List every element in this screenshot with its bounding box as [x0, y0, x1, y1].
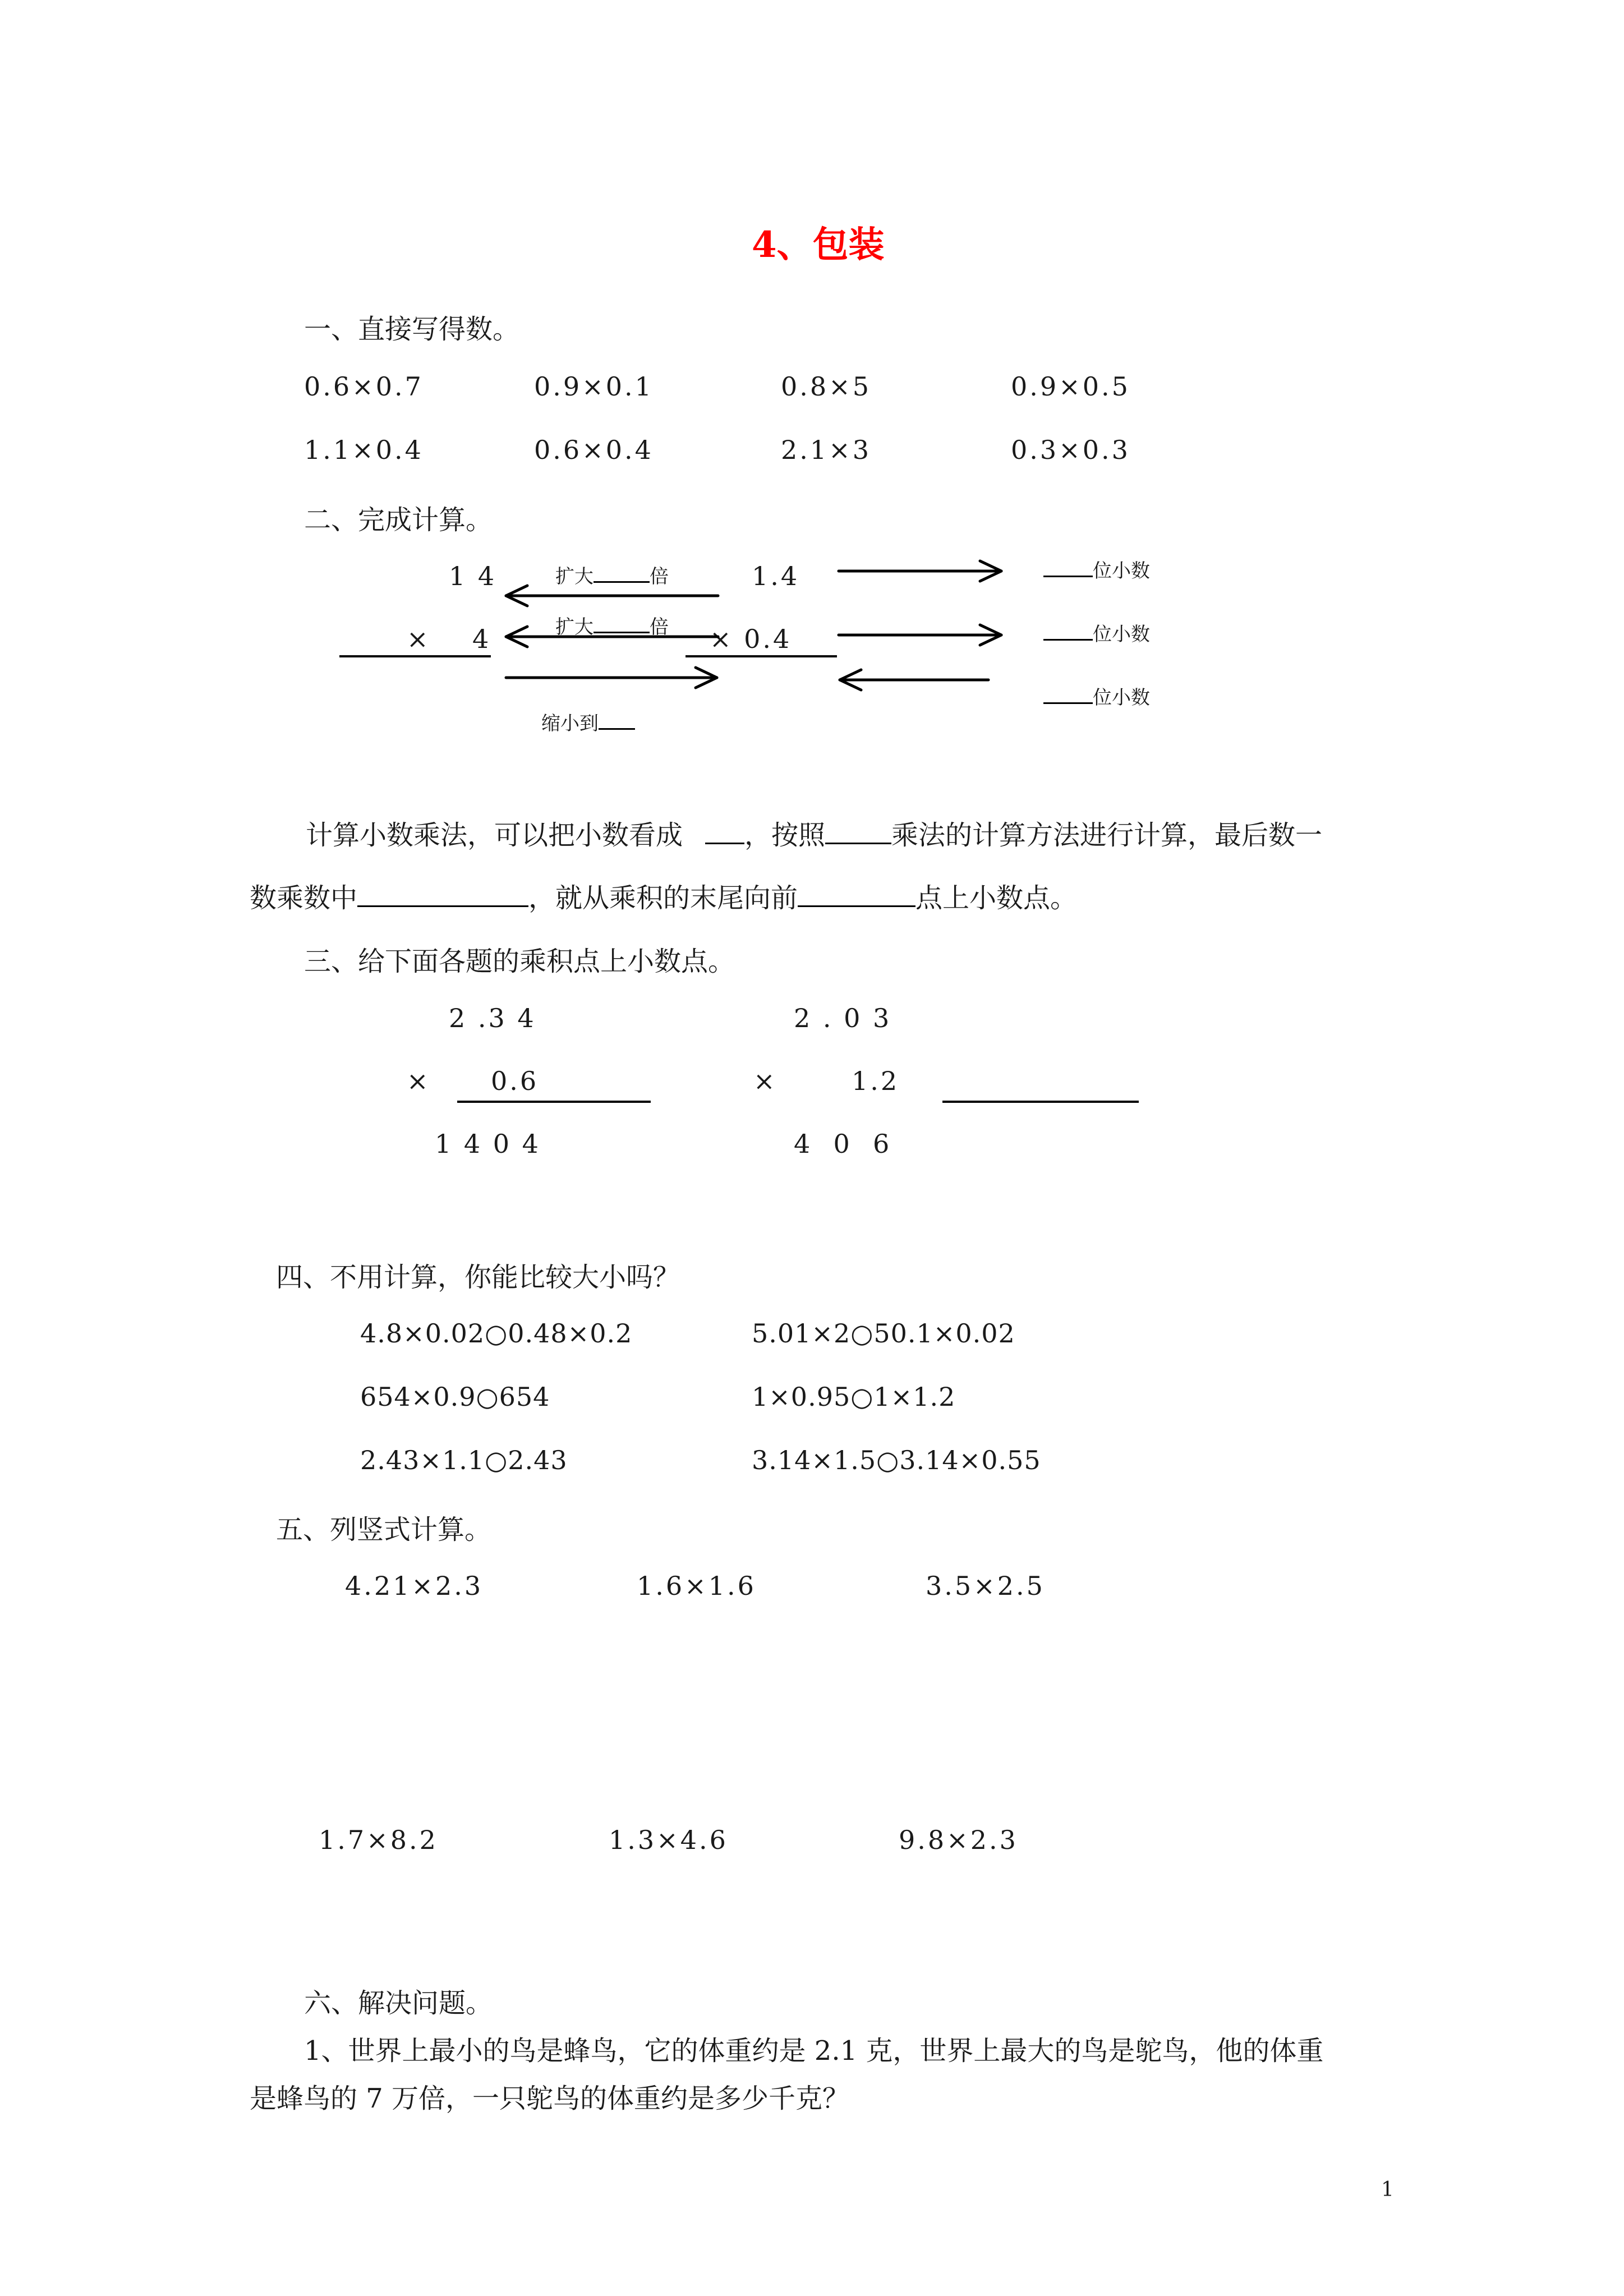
compare-item-2: 5.01×2○50.1×0.02 [752, 1318, 1015, 1349]
vertical-calc-3: 3.5×2.5 [926, 1571, 1045, 1601]
arrow-left-icon [840, 670, 988, 690]
arrow-left-icon [506, 627, 718, 647]
compare-item-5: 2.43×1.1○2.43 [360, 1445, 568, 1475]
vertical-calc-1: 4.21×2.3 [345, 1571, 484, 1601]
arrow-right-icon [839, 561, 1001, 581]
decimal-multiplier: × 0.4 [710, 624, 792, 654]
section-1-heading: 一、直接写得数。 [304, 314, 520, 345]
integer-multiplicand: 1 4 [449, 561, 497, 591]
arrow-left-icon [506, 586, 718, 606]
rule-paragraph-line-1: 计算小数乘法，可以把小数看成 ，按照 乘法的计算方法进行计算，最后数一 [306, 813, 1322, 852]
arrow-right-icon [506, 668, 717, 688]
product-2-underline [942, 1101, 1139, 1103]
vertical-calc-6: 9.8×2.3 [899, 1825, 1018, 1855]
compare-item-4: 1×0.95○1×1.2 [752, 1382, 956, 1412]
arrow-right-icon [839, 625, 1001, 645]
product-1-underline [457, 1101, 651, 1103]
section-4-heading: 四、不用计算，你能比较大小吗？ [276, 1262, 680, 1293]
problem-1-line-2: 是蜂鸟的 7 万倍，一只鸵鸟的体重约是多少千克？ [250, 2083, 850, 2114]
exercise-1-7: 2.1×3 [781, 435, 871, 465]
enlarge-label-1: 扩大 倍 [555, 561, 669, 588]
exercise-1-5: 1.1×0.4 [304, 435, 424, 465]
rule-paragraph-line-2: 数乘数中 ，就从乘积的末尾向前 点上小数点。 [250, 876, 1077, 915]
vertical-calc-5: 1.3×4.6 [609, 1825, 728, 1855]
shrink-label: 缩小到 [541, 708, 635, 735]
exercise-1-6: 0.6×0.4 [534, 435, 654, 465]
rule-blank-2[interactable] [825, 816, 891, 844]
page-title: 4、包装 [752, 224, 885, 266]
problem-1-line-1: 1、世界上最小的鸟是蜂鸟，它的体重约是 2.1 克，世界上最大的鸟是鸵鸟，他的体重 [304, 2035, 1324, 2067]
section-2-heading: 二、完成计算。 [304, 504, 493, 536]
product-1-times: × [407, 1066, 431, 1096]
product-1-result: 1 4 0 4 [435, 1129, 541, 1159]
vertical-calc-2: 1.6×1.6 [637, 1571, 756, 1601]
product-1-multiplicand: 2 .3 4 [449, 1003, 536, 1033]
rule-blank-4[interactable] [798, 878, 915, 907]
vertical-calc-4: 1.7×8.2 [319, 1825, 438, 1855]
rule-blank-1[interactable] [705, 816, 744, 844]
exercise-1-8: 0.3×0.3 [1011, 435, 1130, 465]
product-2-result: 4 0 6 [794, 1129, 892, 1159]
exercise-1-4: 0.9×0.5 [1011, 371, 1130, 402]
exercise-1-3: 0.8×5 [781, 371, 871, 402]
compare-item-3: 654×0.9○654 [360, 1382, 550, 1412]
product-2-times: × [753, 1066, 778, 1096]
decimal-places-label-2: 位小数 [1043, 619, 1150, 646]
integer-multiplier: × 4 [407, 624, 491, 654]
enlarge-label-2: 扩大 倍 [555, 611, 669, 639]
exercise-1-2: 0.9×0.1 [534, 371, 654, 402]
decimal-multiplicand: 1.4 [752, 561, 800, 591]
page-number: 1 [1381, 2178, 1394, 2201]
rule-blank-3[interactable] [357, 878, 528, 907]
compare-item-1: 4.8×0.02○0.48×0.2 [360, 1318, 633, 1349]
decimal-places-label-1: 位小数 [1043, 555, 1150, 583]
product-2-multiplicand: 2 . 0 3 [794, 1003, 892, 1033]
product-1-multiplier: 0.6 [491, 1066, 539, 1096]
section-3-heading: 三、给下面各题的乘积点上小数点。 [304, 946, 735, 977]
compare-item-6: 3.14×1.5○3.14×0.55 [752, 1445, 1041, 1475]
section-5-heading: 五、列竖式计算。 [276, 1514, 492, 1545]
exercise-1-1: 0.6×0.7 [304, 371, 424, 402]
product-2-multiplier: 1.2 [852, 1066, 900, 1096]
decimal-places-label-3: 位小数 [1043, 682, 1150, 710]
section-6-heading: 六、解决问题。 [304, 1987, 493, 2019]
